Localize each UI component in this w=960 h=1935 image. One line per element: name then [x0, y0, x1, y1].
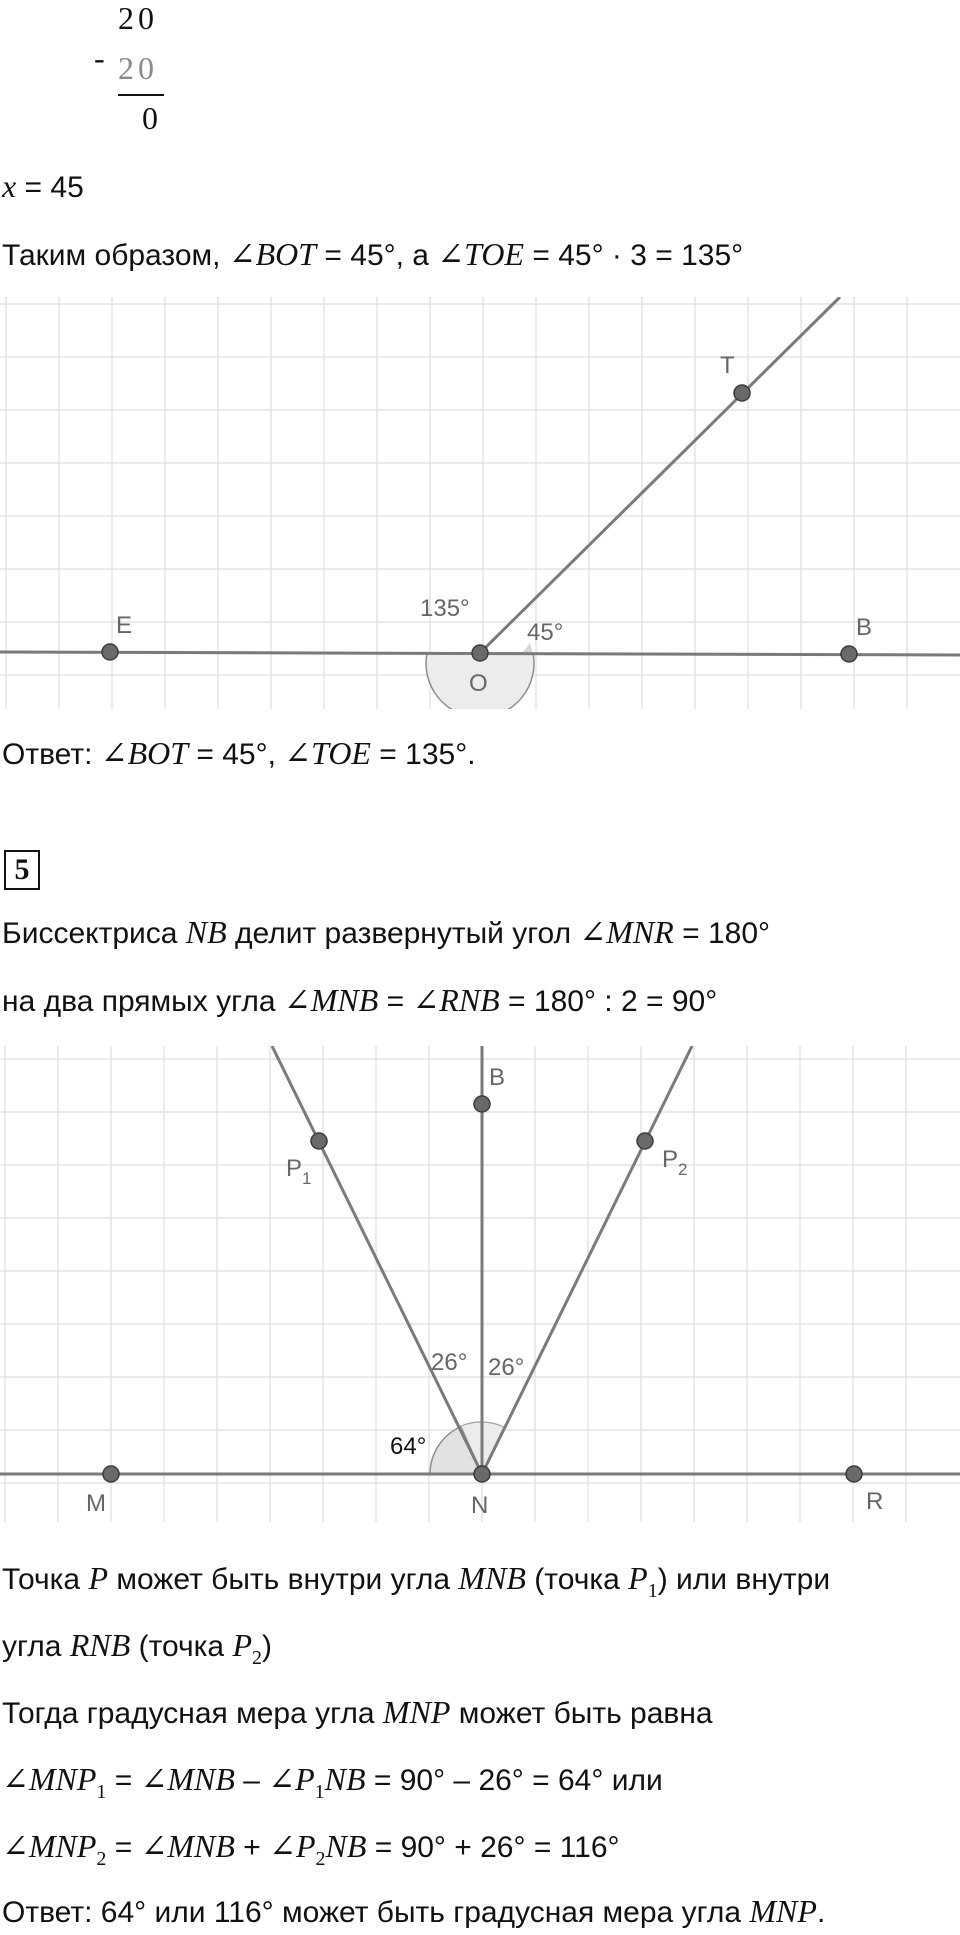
text: Биссектриса: [2, 917, 186, 950]
var-x: x: [2, 168, 17, 204]
text: Точка: [2, 1563, 89, 1596]
label-e: E: [116, 612, 133, 639]
point-p: P: [88, 1560, 108, 1596]
text: Ответ: 64° или 116° может быть градусная мера угла: [2, 1896, 750, 1929]
angle-mnp1: ∠MNP: [2, 1761, 97, 1797]
ray-ot: [480, 297, 840, 653]
point-location-line: [2, 1560, 830, 1609]
text: может быть внутри угла: [108, 1563, 459, 1596]
text: =: [106, 1831, 141, 1864]
angle-mnb: ∠MNB: [283, 982, 379, 1018]
equation-1: [2, 1761, 663, 1810]
angle-label-26-left: 26°: [431, 1349, 468, 1376]
point-r: [846, 1466, 862, 1482]
equation-2: [2, 1828, 620, 1877]
angle-bot: ∠BOT: [228, 236, 317, 272]
angle-p2nb-tail: NB: [325, 1828, 367, 1864]
point-o: [472, 645, 488, 661]
angle-rnb: RNB: [69, 1627, 131, 1663]
label-o: O: [469, 670, 488, 697]
label-m: M: [86, 1490, 106, 1517]
text: Ответ:: [2, 738, 101, 771]
text: Таким образом,: [2, 239, 229, 272]
angle-rnb: ∠RNB: [412, 982, 500, 1018]
then-line: [2, 1694, 713, 1732]
division-sub: 20: [118, 50, 158, 86]
conclusion-line: [2, 236, 743, 274]
text: = 135°.: [370, 738, 476, 771]
angle-mnb: ∠MNB: [140, 1761, 235, 1797]
division-minus: -: [94, 40, 109, 76]
task5-line2: [2, 982, 717, 1020]
subscript: 2: [96, 1848, 107, 1870]
ray-np2: [482, 1046, 692, 1474]
subscript: 2: [251, 1647, 262, 1669]
angle-toe: ∠TOE: [284, 735, 371, 771]
ray-nb: NB: [185, 914, 227, 950]
task-number: 5: [4, 850, 40, 890]
point-p2: [637, 1133, 653, 1149]
angle-bot: ∠BOT: [100, 735, 189, 771]
point-e: [102, 644, 118, 660]
point-b: [841, 646, 857, 662]
text: (точка: [130, 1630, 233, 1663]
text: = 180°: [673, 917, 771, 950]
text: = 45° · 3 = 135°: [524, 239, 744, 272]
angle-p2nb: ∠P: [269, 1828, 316, 1864]
label-t: T: [720, 352, 735, 379]
angle-mnb: MNB: [458, 1560, 526, 1596]
angle-rnb-line: [2, 1627, 272, 1676]
text: может быть равна: [450, 1697, 713, 1730]
value-45: = 45: [16, 171, 84, 204]
angle-p1nb: ∠P: [268, 1761, 315, 1797]
figure-bisector-nb: [0, 1046, 960, 1522]
subscript: 2: [315, 1848, 326, 1870]
label-p2: $P_2$: [662, 1146, 688, 1179]
text: = 45°,: [188, 738, 285, 771]
answer-1: [2, 735, 476, 773]
angle-mnp: MNP: [749, 1893, 817, 1929]
text: –: [234, 1764, 269, 1797]
text: = 90° – 26° = 64° или: [365, 1764, 663, 1797]
text: = 90° + 26° = 116°: [366, 1831, 620, 1864]
point-t: [734, 385, 750, 401]
text: = 45°, а: [316, 239, 438, 272]
subscript: 1: [647, 1580, 658, 1602]
angle-mnb: ∠MNB: [140, 1828, 235, 1864]
text: делит развернутый угол: [226, 917, 580, 950]
text: ): [261, 1630, 272, 1663]
text: на два прямых угла: [2, 985, 284, 1018]
point-m: [103, 1466, 119, 1482]
label-n: N: [471, 1492, 489, 1519]
text: угла: [2, 1630, 70, 1663]
result-x: [2, 168, 84, 206]
subscript: 1: [314, 1781, 325, 1803]
point-b: [474, 1096, 490, 1112]
text: Тогда градусная мера угла: [2, 1697, 383, 1730]
ray-np1: [272, 1046, 482, 1474]
point-n: [474, 1466, 490, 1482]
point-p1: [311, 1133, 327, 1149]
angle-mnr: ∠MNR: [579, 914, 674, 950]
text: =: [378, 985, 413, 1018]
subscript: 1: [96, 1781, 107, 1803]
text: +: [234, 1831, 270, 1864]
label-p1: $P_1$: [286, 1155, 312, 1188]
angle-label-64: 64°: [390, 1433, 427, 1460]
text: (точка: [525, 1563, 629, 1596]
label-r: R: [866, 1488, 884, 1515]
division-remainder: 0: [142, 100, 162, 136]
task5-line1: [2, 914, 770, 952]
angle-label-26-right: 26°: [488, 1354, 525, 1381]
text: .: [816, 1896, 826, 1929]
text: = 180° : 2 = 90°: [499, 985, 718, 1018]
text: =: [106, 1764, 141, 1797]
angle-p1nb-tail: NB: [324, 1761, 366, 1797]
label-b: B: [489, 1064, 506, 1091]
text: ) или внутри: [657, 1563, 831, 1596]
angle-mnp: MNP: [382, 1694, 451, 1730]
point-p1: P: [628, 1560, 648, 1596]
figure-angles-bot-toe: [0, 297, 960, 709]
point-p2: P: [232, 1627, 252, 1663]
angle-mnp2: ∠MNP: [2, 1828, 97, 1864]
angle-label-135: 135°: [420, 595, 470, 622]
division-top: 20: [118, 0, 158, 36]
answer-2: [2, 1893, 825, 1931]
label-b: B: [856, 614, 873, 641]
angle-toe: ∠TOE: [437, 236, 525, 272]
division-line: [118, 94, 164, 96]
angle-label-45: 45°: [527, 619, 564, 646]
